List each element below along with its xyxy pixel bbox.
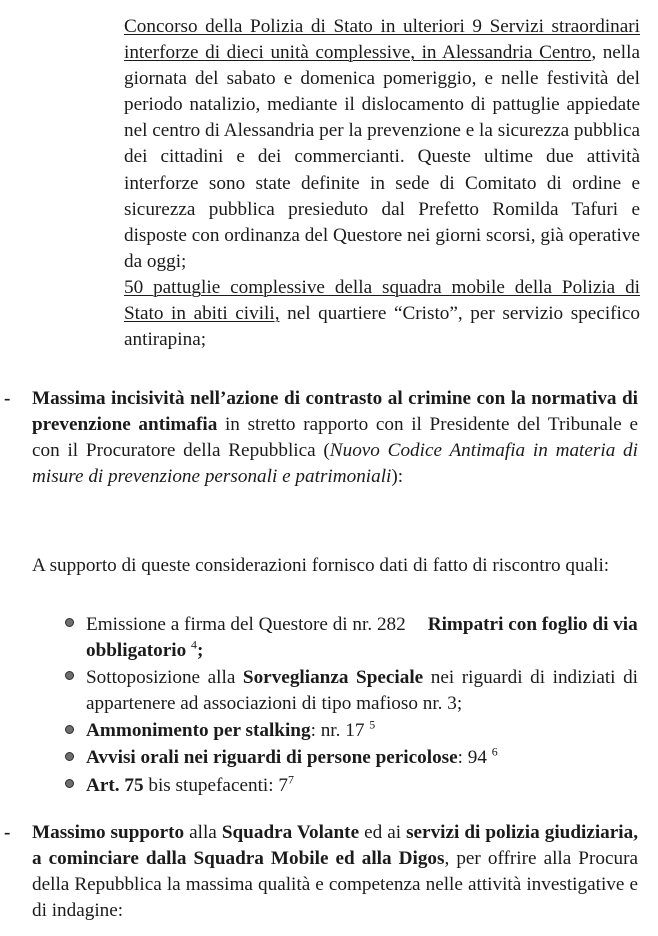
dash-1-bold-run: Massima incisività nell’azione di contrasto al crimine con la normativa di prevenzione antimafia	[32, 388, 638, 436]
dash-bullet-item-1	[4, 386, 638, 490]
evidence-item-text-1	[86, 612, 638, 664]
circle-bullet-icon	[62, 718, 76, 744]
support-block	[32, 553, 638, 579]
evidence-2-bold-1: Sorveglianza Speciale	[242, 667, 424, 689]
dash-2-bold-2: Squadra Volante	[221, 822, 360, 843]
dash-2-bold-1: Massimo supporto	[32, 822, 185, 843]
evidence-5-plain-1: bis stupefacenti: 7	[143, 774, 288, 796]
support-paragraph: A supporto di queste considerazioni fornisco dati di fatto di riscontro quali:	[32, 555, 610, 576]
evidence-5-footnote-ref: 7	[287, 772, 294, 787]
evidence-2-plain-1: Sottoposizione alla	[86, 667, 243, 689]
evidence-1-plain-2: ;	[196, 640, 204, 662]
evidence-5-bold-1: Art. 75	[86, 774, 144, 796]
dash-1-paragraph	[32, 386, 638, 490]
list-item	[60, 745, 638, 771]
evidence-1-plain-1: Emissione a firma del Questore di nr. 282	[86, 614, 406, 635]
dash-2-plain-1: alla	[184, 822, 222, 843]
dash-bullet-marker: -	[4, 388, 11, 409]
dash-1-plain-run-2: ):	[391, 466, 404, 488]
evidence-item-text-3	[86, 718, 638, 744]
dash-bullet-item-2	[4, 820, 638, 924]
circle-bullet-icon	[62, 773, 76, 799]
evidence-list	[60, 612, 638, 800]
intro-body-1: , nella giornata del sabato e domenica pomeriggio, e nelle festività del periodo natalizio, mediante il dislocamento di pattuglie appiedate nel centro di Alessandria per la prevenzione e la sicurezza pubblica dei cittadini e dei commercianti. Queste ultime due attività interforze sono state definite in sede di Comitato di ordine e sicurezza pubblica presieduto dal Prefetto Romilda Tafuri e disposte con ordinanza del Questore nei giorni scorsi, già operative da oggi;	[124, 42, 640, 272]
intro-underlined-lead-2: 50 pattuglie complessive della squadra mobile della Polizia di Stato in abiti civili,	[124, 276, 640, 325]
evidence-4-plain-1: : 94	[457, 747, 487, 769]
evidence-3-bold-1: Ammonimento per stalking	[86, 720, 311, 742]
intro-body-2: nel quartiere “Cristo”, per servizio specifico antirapina;	[124, 303, 640, 351]
dash-1-plain-run-1: in stretto rapporto con il Presidente del Tribunale e con il Procuratore della Repubblica (	[32, 414, 638, 462]
dash-bullet-marker: -	[4, 822, 11, 843]
evidence-1-bold-1: Rimpatri con foglio di via obbligatorio	[86, 614, 638, 662]
list-item	[60, 665, 638, 717]
circle-bullet-icon	[62, 745, 76, 771]
intro-paragraph-1	[124, 14, 640, 275]
evidence-2-plain-2: nei riguardi di indiziati di appartenere ad associazioni di tipo mafioso nr. 3;	[86, 667, 639, 715]
dash-bullet-body-1	[32, 386, 638, 490]
evidence-4-footnote-ref: 6	[491, 745, 498, 760]
intro-underlined-lead-1: Concorso della Polizia di Stato in ulteriori 9 Servizi straordinari interforze di dieci unità complessive, in Alessandria Centro	[124, 16, 640, 64]
dash-2-plain-2: ed ai	[359, 822, 407, 843]
intro-block	[124, 14, 640, 353]
circle-bullet-icon	[62, 665, 76, 691]
list-item	[60, 773, 638, 799]
evidence-1-footnote-ref: 4	[191, 637, 197, 652]
list-item	[60, 612, 638, 664]
circle-bullet-icon	[62, 612, 76, 638]
evidence-3-footnote-ref: 5	[369, 717, 376, 732]
dash-2-paragraph	[32, 820, 638, 924]
evidence-4-bold-1: Avvisi orali nei riguardi di persone pericolose	[86, 747, 458, 769]
dash-2-bold-3: servizi di polizia giudiziaria, a cominciare dalla Squadra Mobile ed alla Digos	[32, 822, 639, 870]
dash-2-plain-3: , per offrire alla Procura della Repubblica la massima qualità e competenza nelle attività investigative e di indagine:	[32, 848, 638, 922]
evidence-item-text-5	[86, 773, 638, 799]
intro-paragraph-2	[124, 275, 640, 353]
evidence-3-plain-1: : nr. 17	[310, 720, 365, 742]
evidence-item-text-4	[86, 745, 638, 771]
evidence-item-text-2	[86, 665, 638, 717]
dash-bullet-body-2	[32, 820, 638, 924]
list-item	[60, 718, 638, 744]
dash-1-italic-run: Nuovo Codice Antimafia in materia di misure di prevenzione personali e patrimoniali	[32, 440, 638, 488]
